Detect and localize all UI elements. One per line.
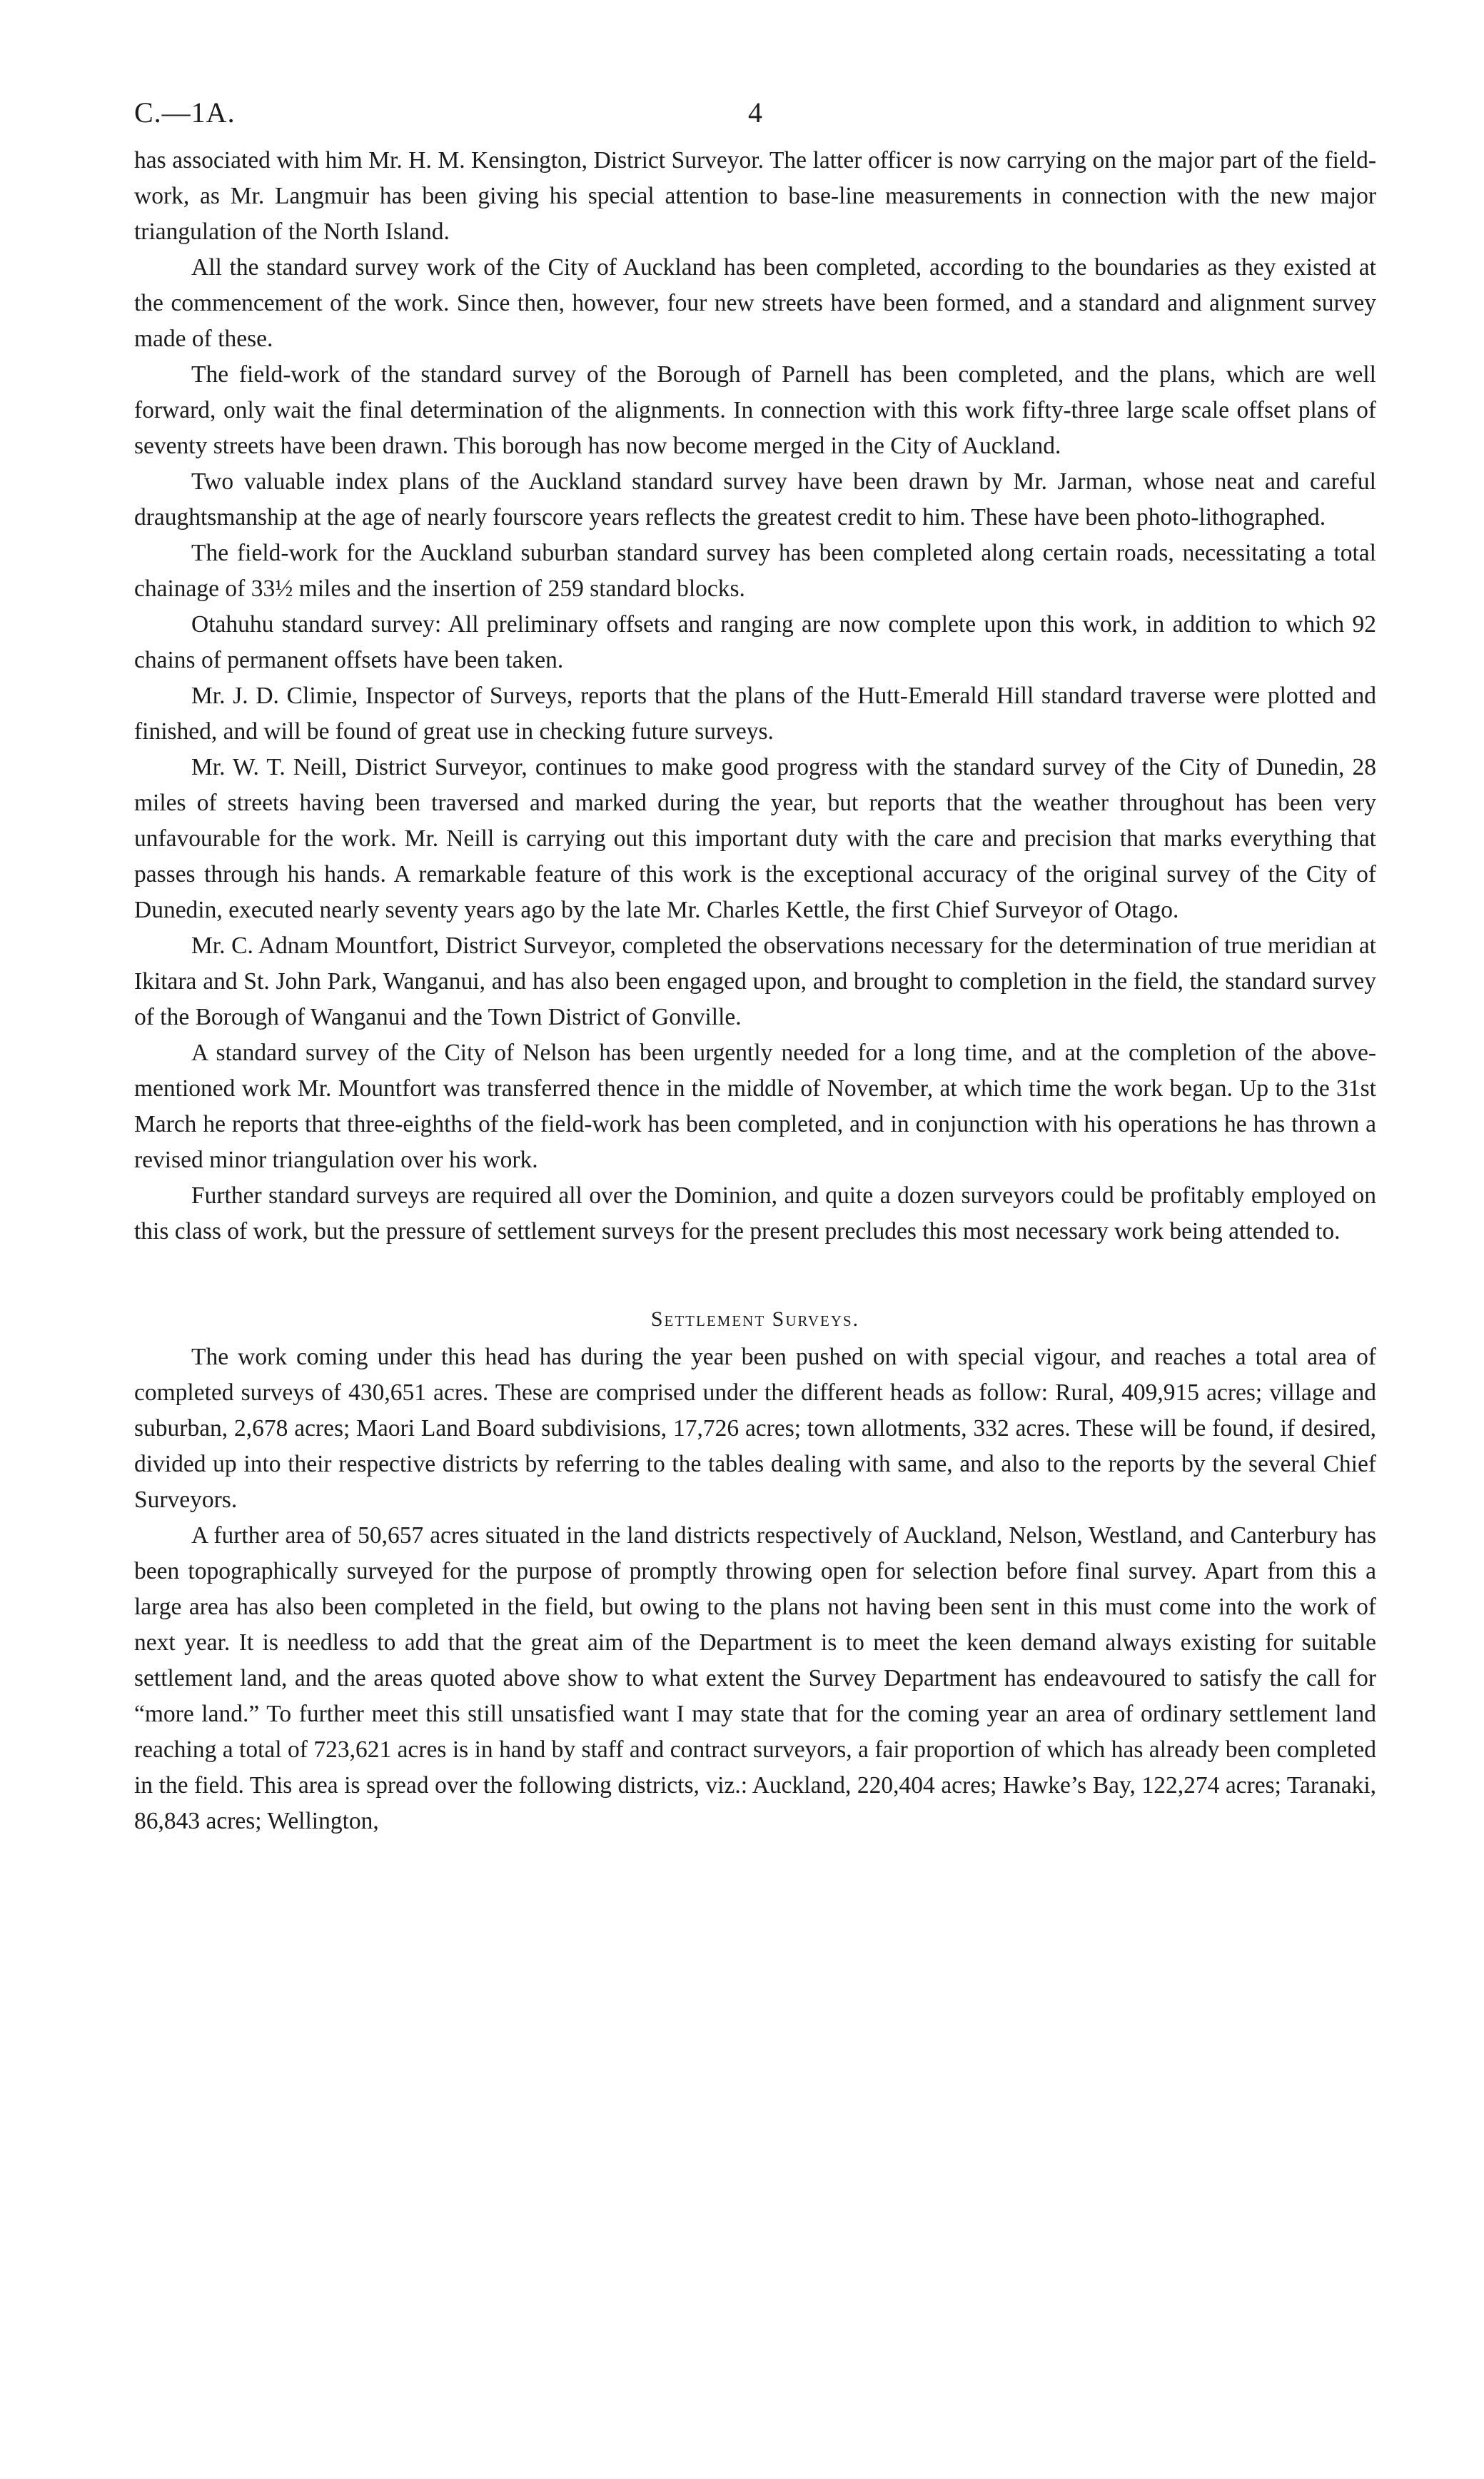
paragraph: Two valuable index plans of the Auckland standard survey have been drawn by Mr. Jarman, whose neat and careful draughtsmanship at the age of nearly fourscore years reflects the greatest credit to him. These have been photo-lithographed.: [134, 468, 1376, 531]
paragraph: Mr. W. T. Neill, District Surveyor, continues to make good progress with the standard survey of the City of Dunedin, 28 miles of streets having been traversed and marked during the year, but reports that the weather throughout has been very unfavourable for the work. Mr. Neill is carrying out this important duty with the care and precision that marks everything that passes through his hands. A remarkable feature of this work is the exceptional accuracy of the original survey of the City of Dunedin, executed nearly seventy years ago by the late Mr. Charles Kettle, the first Chief Surveyor of Otago.: [134, 754, 1376, 923]
paragraph: Mr. J. D. Climie, Inspector of Surveys, reports that the plans of the Hutt-Emerald Hill standard traverse were plotted and finished, and will be found of great use in checking future surveys.: [134, 683, 1376, 745]
paragraph: A further area of 50,657 acres situated in the land districts respectively of Auckland, Nelson, Westland, and Canterbury has been topographically surveyed for the purpose of promptly throwing open for selection before final survey. Apart from this a large area has also been completed in the field, but owing to the plans not having been sent in this must come into the work of next year. It is needless to add that the great aim of the Department is to meet the keen demand always existing for suitable settlement land, and the areas quoted above show to what extent the Survey Department has endeavoured to satisfy the call for “more land.” To further meet this still unsatisfied want I may state that for the coming year an area of ordinary settlement land reaching a total of 723,621 acres is in hand by staff and contract surveyors, a fair proportion of which has already been completed in the field. This area is spread over the following districts, viz.: Auckland, 220,404 acres; Hawke’s Bay, 122,274 acres; Taranaki, 86,843 acres; Wellington,: [134, 1522, 1376, 1834]
paragraph: Otahuhu standard survey: All preliminary offsets and ranging are now complete upon this work, in addition to which 92 chains of permanent offsets have been taken.: [134, 611, 1376, 673]
document-code: C.—1A.: [134, 96, 236, 129]
paragraph: Mr. C. Adnam Mountfort, District Surveyor, completed the observations necessary for the determination of true meridian at Ikitara and St. John Park, Wanganui, and has also been engaged upon, and brought to completion in the field, the standard survey of the Borough of Wanganui and the Town District of Gonville.: [134, 932, 1376, 1030]
page-number: 4: [748, 96, 762, 129]
page-header: [134, 91, 1376, 143]
paragraph: Further standard surveys are required all over the Dominion, and quite a dozen surveyors could be profitably employed on this class of work, but the pressure of settlement surveys for the present precludes this most necessary work being attended to.: [134, 1182, 1376, 1244]
paragraph: The work coming under this head has during the year been pushed on with special vigour, and reaches a total area of completed surveys of 430,651 acres. These are comprised under the different heads as follow: Rural, 409,915 acres; village and suburban, 2,678 acres; Maori Land Board subdivisions, 17,726 acres; town allotments, 332 acres. These will be found, if desired, divided up into their respective districts by referring to the tables dealing with same, and also to the reports by the several Chief Surveyors.: [134, 1344, 1376, 1513]
paragraph: The field-work of the standard survey of the Borough of Parnell has been completed, and the plans, which are well forward, only wait the final determination of the alignments. In connection with this work fifty-three large scale offset plans of seventy streets have been drawn. This borough has now become merged in the City of Auckland.: [134, 361, 1376, 459]
paragraph: A standard survey of the City of Nelson has been urgently needed for a long time, and at the completion of the above-mentioned work Mr. Mountfort was transferred thence in the middle of November, at which time the work began. Up to the 31st March he reports that three-eighths of the field-work has been completed, and in conjunction with his operations he has thrown a revised minor triangulation over his work.: [134, 1040, 1376, 1173]
section-heading: Settlement Surveys.: [650, 1307, 860, 1331]
paragraph: has associated with him Mr. H. M. Kensington, District Surveyor. The latter officer is now carrying on the major part of the field-work, as Mr. Langmuir has been giving his special attention to base-line measurements in connection with the new major triangulation of the North Island.: [134, 147, 1376, 245]
paragraph: All the standard survey work of the City of Auckland has been completed, according to the boundaries as they existed at the commencement of the work. Since then, however, four new streets have been formed, and a standard and alignment survey made of these.: [134, 254, 1376, 352]
paragraph: The field-work for the Auckland suburban standard survey has been completed along certain roads, necessitating a total chainage of 33½ miles and the insertion of 259 standard blocks.: [134, 540, 1376, 602]
body-text: [134, 143, 1376, 1839]
document-page: [134, 91, 1376, 1839]
